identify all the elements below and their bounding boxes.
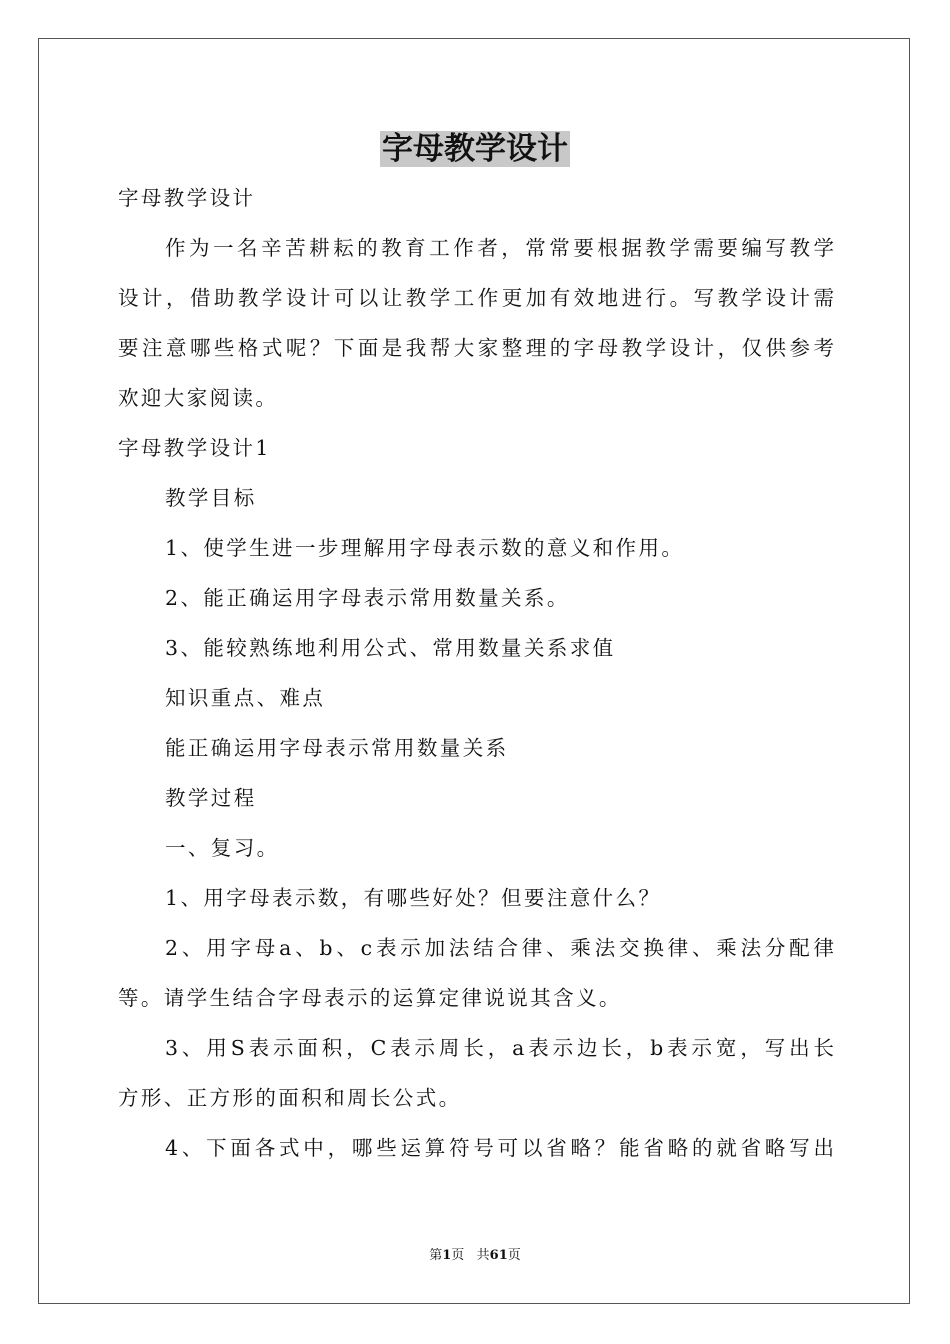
subtitle-line: 字母教学设计 <box>118 186 256 210</box>
review-item: 3、用S表示面积，C表示周长，a表示边长，b表示宽，写出长 <box>165 1036 834 1060</box>
intro-paragraph-line: 欢迎大家阅读。 <box>118 386 279 410</box>
goal-item: 1、使学生进一步理解用字母表示数的意义和作用。 <box>165 536 685 560</box>
title-highlight: 字母教学设计 <box>382 131 568 167</box>
goal-item: 3、能较熟练地利用公式、常用数量关系求值 <box>165 636 616 660</box>
page-footer: 第1页 共61页 <box>429 1248 521 1263</box>
current-page-number: 1 <box>442 1248 452 1263</box>
document-title <box>0 127 950 171</box>
total-page-count: 61 <box>489 1248 508 1263</box>
review-item: 4、下面各式中，哪些运算符号可以省略？能省略的就省略写出 <box>165 1136 834 1160</box>
review-item-continued: 等。请学生结合字母表示的运算定律说说其含义。 <box>118 986 622 1010</box>
intro-paragraph-line: 要注意哪些格式呢？下面是我帮大家整理的字母教学设计，仅供参考 <box>118 336 834 360</box>
intro-paragraph-line: 作为一名辛苦耕耘的教育工作者，常常要根据教学需要编写教学 <box>165 236 834 260</box>
process-step-heading: 一、复习。 <box>165 836 280 860</box>
subheading-key-points: 知识重点、难点 <box>165 686 326 710</box>
review-item: 1、用字母表示数，有哪些好处？但要注意什么？ <box>165 886 662 910</box>
section-heading: 字母教学设计1 <box>118 436 271 460</box>
subheading-teaching-process: 教学过程 <box>165 786 257 810</box>
intro-paragraph-line: 设计，借助教学设计可以让教学工作更加有效地进行。写教学设计需 <box>118 286 834 310</box>
review-item-continued: 方形、正方形的面积和周长公式。 <box>118 1086 462 1110</box>
review-item: 2、用字母a、b、c表示加法结合律、乘法交换律、乘法分配律 <box>165 936 834 960</box>
page-border <box>38 38 910 1304</box>
goal-item: 2、能正确运用字母表示常用数量关系。 <box>165 586 570 610</box>
subheading-teaching-goals: 教学目标 <box>165 486 257 510</box>
key-point-text: 能正确运用字母表示常用数量关系 <box>165 736 509 760</box>
